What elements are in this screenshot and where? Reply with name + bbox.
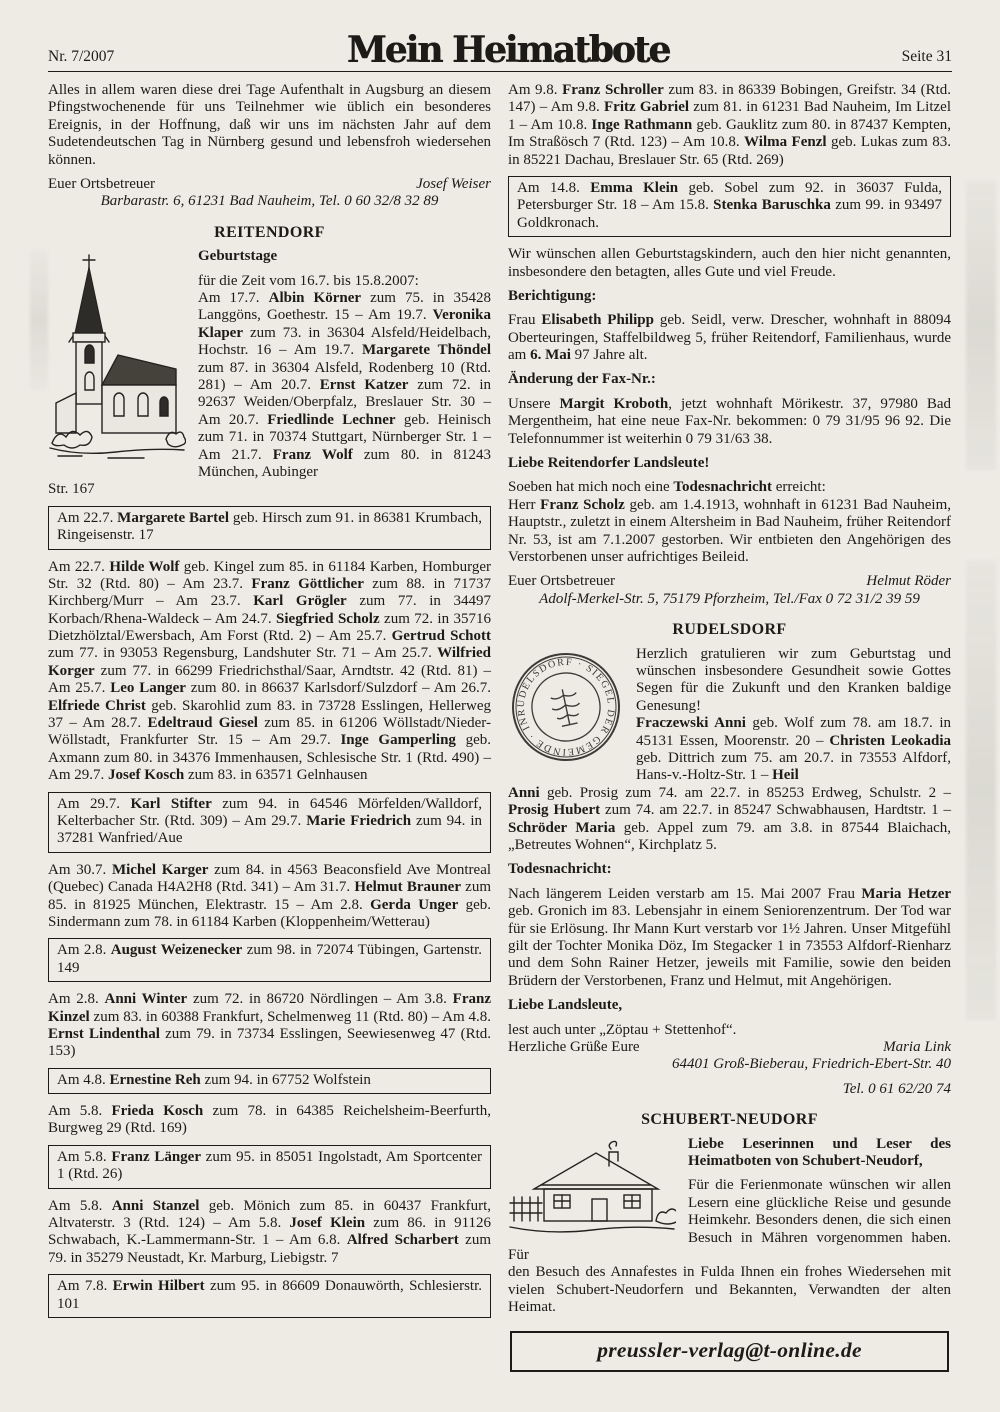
highlight-box [48, 938, 491, 982]
birthday-paragraph: Am 30.7. Michel Karger zum 84. in 4563 Beaconsfield Ave Montreal (Quebec) Canada H4A2H8 (Rtd. 341) – Am 31.7. Helmut Brauner zum 85. in 81925 München, Elektrastr. 15 – Am 2.8. Gerda Unger geb. Sindermann zum 78. in 61184 Karben (Kloppenheim/Wetterau) [48, 861, 492, 930]
boxed-birthday: Am 22.7. Margarete Bartel geb. Hirsch zum 91. in 86381 Krumbach, Ringeisenstr. 17 [57, 509, 483, 544]
birthday-paragraph-continuation: Str. 167 [48, 481, 95, 498]
seal-ring-text: RUDELSDORF · SIEGEL DER GEMEINDE · IN [515, 656, 617, 757]
birthdays-range: für die Zeit vom 16.7. bis 15.8.2007: [198, 272, 419, 289]
signature-label: Euer Ortsbetreuer [508, 573, 616, 590]
signature-row [48, 176, 491, 193]
issue-number: Nr. 7/2007 [48, 48, 115, 65]
correction-paragraph: Frau Elisabeth Philipp geb. Seidl, verw. Drescher, wohnhaft in 88094 Oberteuringen, Staffelbildweg 5, früher Reitendorf, Familienhaus, wurde am 6. Mai 97 Jahre alt. [508, 312, 952, 364]
schubert-continuation-paragraph: den Besuch des Annafestes in Fulda Ihnen ein frohes Wiedersehen mit vielen Schubert-Neudorfern und Bekannten, Verwandten der alten Heimat. [508, 1264, 951, 1316]
signature-name: Helmut Röder [866, 573, 951, 590]
village-seal-illustration [508, 649, 624, 765]
reitendorf-birthdays-block [48, 248, 491, 481]
schubert-intro-paragraph: Für die Ferienmonate wünschen wir allen Lesern eine glückliche Reise und gesunde Heimkehr. Besonders denen, die sich einen Besuch in Mähren vorgenommen haben. Für [508, 1177, 951, 1263]
wishes-paragraph: Wir wünschen allen Geburtstagskindern, auch den hier nicht genannten, insbesondere den betagten, alles Gute und viel Freude. [508, 246, 951, 280]
signature-address: Barbarastr. 6, 61231 Bad Nauheim, Tel. 0 60 32/8 32 89 [100, 193, 439, 210]
page-number: Seite 31 [901, 48, 952, 65]
section-title-reitendorf: REITENDORF [214, 223, 325, 241]
signature-label: Euer Ortsbetreuer [48, 175, 156, 192]
rudelsdorf-intro: Herzlich gratulieren wir zum Geburtstag und wünschen insbesondere Gesundheit sowie Gottes Segen für die Zukunft und den Kranken baldige Genesung! [636, 645, 951, 714]
death-notice-heading: Todesnachricht: [508, 861, 612, 878]
publisher-email: preussler-verlag@t-online.de [597, 1337, 862, 1362]
birthday-paragraph: Am 17.7. Albin Körner zum 75. in 35428 Langgöns, Goethestr. 15 – Am 19.7. Veronika Klaper zum 73. in 36304 Alsfeld/Heidelbach, Hochstr. 16 – Am 19.7. Margarete Thöndel zum 87. in 36304 Alsfeld, Rodenberg 10 (Rtd. 281) – Am 20.7. Ernst Katzer zum 72. in 92637 Weiden/Oberpfalz, Breslauer Str. 30 – Am 20.7. Friedlinde Lechner geb. Heinisch zum 71. in 70374 Stuttgart, Nürnberger Str. 1 – Am 21.7. Franz Wolf zum 80. in 81243 München, Aubinger [198, 290, 492, 480]
signature-name: Josef Weiser [416, 175, 491, 192]
rudelsdorf-block [508, 646, 951, 785]
boxed-birthday: Am 14.8. Emma Klein geb. Sobel zum 92. in 36037 Fulda, Petersburger Str. 18 – Am 15.8. Stenka Baruschka zum 99. in 93497 Goldkronach. [517, 179, 942, 231]
birthday-paragraph: Fraczewski Anni geb. Wolf zum 78. am 18.7. in 45131 Essen, Moorenstr. 20 – Christen Leokadia geb. Dittrich zum 75. am 20.7. in 73553 Alfdorf, Hans-v.-Holtz-Str. 1 – Heil [636, 715, 951, 784]
scan-artifact [966, 180, 996, 470]
death-notice-paragraph: Nach längerem Leiden verstarb am 15. Mai 2007 Frau Maria Hetzer geb. Gronich im 83. Lebensjahr in einem Seniorenzentrum. Der Tod war für sie Erlösung. Ihr Mann Kurt verstarb vor 1½ Jahren. Unser Mitgefühl gilt der Tochter Monika Döz, Im Stegacker 1 in 73553 Alfdorf-Rienharz und dem Sohn Rainer Hetzer, jeweils mit Familie, sowie den beiden Brüdern der Verstorbenen, Franz und Helmut, mit Angehörigen. [508, 885, 952, 989]
house-illustration [508, 1139, 676, 1239]
correction-heading: Berichtigung: [508, 287, 597, 304]
signature-address: Adolf-Merkel-Str. 5, 75179 Pforzheim, Tel./Fax 0 72 31/2 39 59 [539, 590, 920, 607]
boxed-birthday: Am 2.8. August Weizenecker zum 98. in 72074 Tübingen, Gartenstr. 149 [57, 942, 482, 976]
signature-address: 64401 Groß-Bieberau, Friedrich-Ebert-Str. 40 [672, 1056, 951, 1073]
highlight-box [48, 1145, 491, 1189]
two-column-layout [48, 82, 952, 1372]
scan-artifact [966, 560, 996, 1020]
greeting-heading: Liebe Landsleute, [508, 997, 623, 1014]
birthday-paragraph-continuation: Anni geb. Prosig zum 74. am 22.7. in 85253 Erdweg, Schulstr. 2 – Prosig Hubert zum 74. am 22.7. in 85247 Schwabhausen, Hardtstr. 1 – Schröder Maria geb. Appel zum 79. am 3.8. in 87544 Blaichach, „Betreutes Wohnen“, Kirchplatz 5. [508, 784, 952, 853]
left-column [48, 82, 491, 1372]
highlight-box [48, 1274, 491, 1318]
birthdays-heading: Geburtstage [198, 248, 278, 265]
scan-artifact [30, 250, 48, 390]
right-column [508, 82, 951, 1372]
birthday-paragraph: Am 22.7. Hilde Wolf geb. Kingel zum 85. in 61184 Karben, Homburger Str. 32 (Rtd. 80) – Am 23.7. Franz Göttlicher zum 88. in 71737 Kirchberg/Murr – Am 23.7. Karl Grögler zum 77. in 34497 Korbach/Rhena-Waldeck – Am 24.7. Siegfried Scholz zum 72. in 35716 Dietzhölztal/Ewersbach, Am Forst (Rtd. 2) – Am 25.7. Gertrud Schott zum 77. in 93053 Regensburg, Landshuter Str. 71 – Am 25.7. Wilfried Korger zum 77. in 66299 Friedrichsthal/Saar, Arndtstr. 42 (Rtd. 81) – Am 25.7. Leo Langer zum 80. in 86637 Karlsdorf/Sulzdorf – Am 26.7. Elfriede Christ geb. Skarohlid zum 83. in 73728 Esslingen, Hellerweg 37 – Am 28.7. Edeltraud Giesel zum 85. in 61206 Wöllstadt/Nieder-Wöllstadt, Frankfurter Str. 15 – Am 29.7. Inge Gamperling geb. Axmann zum 80. in 34376 Immenhausen, Schlesische Str. 1 (Rtd. 490) – Am 29.7. Josef Kosch zum 83. in 63571 Gelnhausen [48, 558, 492, 784]
church-illustration [48, 251, 186, 463]
boxed-birthday: Am 5.8. Franz Länger zum 95. in 85051 Ingolstadt, Am Sportcenter 1 (Rtd. 26) [57, 1148, 482, 1183]
signature-label: Herzliche Grüße Eure [508, 1038, 640, 1055]
section-title-rudelsdorf: RUDELSDORF [672, 621, 787, 639]
greeting-line: lest auch unter „Zöptau + Stettenhof“. [508, 1021, 737, 1038]
signature-row [508, 1039, 951, 1056]
schubert-intro-heading: Liebe Leserinnen und Leser des Heimatboten von Schubert-Neudorf, [688, 1135, 951, 1170]
signature-row [508, 573, 951, 590]
birthday-paragraph: Am 2.8. Anni Winter zum 72. in 86720 Nördlingen – Am 3.8. Franz Kinzel zum 83. in 60388 Frankfurt, Schelmenweg 11 (Rtd. 80) – Am 4.8. Ernst Lindenthal zum 79. in 73734 Esslingen, Seewiesenweg 47 (Rtd. 153) [48, 991, 492, 1060]
birthday-paragraph: Am 5.8. Frieda Kosch zum 78. in 64385 Reichelsheim-Beerfurth, Burgweg 29 (Rtd. 169) [48, 1103, 492, 1137]
page-header [48, 22, 952, 72]
fax-change-heading: Änderung der Fax-Nr.: [508, 371, 656, 388]
highlight-box [48, 506, 491, 550]
highlight-box [48, 792, 491, 853]
signature-name: Maria Link [883, 1038, 951, 1055]
intro-paragraph: Alles in allem waren diese drei Tage Aufenthalt in Augsburg an diesem Pfingstwochenende für uns Teilnehmer wie üblich ein besonderes Ereignis, in der Hoffnung, daß wir uns im nächsten Jahr auf dem Sudetendeutschen Tag in Nürnberg gesund und lebensfroh wiedersehen können. [48, 82, 491, 168]
masthead-logo: Mein Heimatbote [346, 29, 670, 71]
signature-phone: Tel. 0 61 62/20 74 [842, 1080, 951, 1097]
highlight-box [48, 1068, 491, 1094]
boxed-birthday: Am 29.7. Karl Stifter zum 94. in 64546 Mörfelden/Walldorf, Kelterbacher Str. (Rtd. 309) – Am 29.7. Marie Friedrich zum 94. in 37281 Wanfried/Aue [57, 795, 482, 847]
birthday-paragraph: Am 5.8. Anni Stanzel geb. Mönich zum 85. in 60437 Frankfurt, Altvaterstr. 3 (Rtd. 124) – Am 5.8. Josef Klein zum 86. in 91126 Schwabach, K.-Lammermann-Str. 1 – Am 6.8. Alfred Scharbert zum 79. in 35279 Neustadt, Kr. Marburg, Liebigstr. 7 [48, 1197, 492, 1266]
boxed-birthday: Am 7.8. Erwin Hilbert zum 95. in 86609 Donauwörth, Schlesierstr. 101 [57, 1278, 482, 1312]
section-title-schubert-neudorf: SCHUBERT-NEUDORF [641, 1111, 818, 1129]
landsleute-intro: Soeben hat mich noch eine Todesnachricht erreicht: [508, 479, 826, 496]
obituary-paragraph: Herr Franz Scholz geb. am 1.4.1913, wohnhaft in 61231 Bad Nauheim, Hauptstr., zuletzt in einem Altersheim in Bad Nauheim, früher Reitendorf Nr. 53, ist am 7.1.2007 gestorben. Wir entbieten den Angehörigen des Verstorbenen unser aufrichtiges Beileid. [508, 496, 951, 565]
highlight-box [508, 176, 951, 237]
birthday-paragraph: Am 9.8. Franz Schroller zum 83. in 86339 Bobingen, Greifstr. 34 (Rtd. 147) – Am 9.8. Fritz Gabriel zum 81. in 61231 Bad Nauheim, Im Litzel 1 – Am 10.8. Inge Rathmann geb. Gauklitz zum 80. in 87437 Kempten, Im Straßösch 7 (Rtd. 123) – Am 10.8. Wilma Fenzl geb. Lukas zum 83. in 85221 Dachau, Breslauer Str. 65 (Rtd. 269) [508, 82, 952, 168]
fax-change-paragraph: Unsere Margit Kroboth, jetzt wohnhaft Mörikestr. 37, 97980 Bad Mergentheim, hat eine neue Fax-Nr. bekommen: 0 79 31/95 96 92. Die Telefonnummer ist weiterhin 0 79 31/63 38. [508, 395, 952, 447]
publisher-email-box [510, 1331, 949, 1373]
landsleute-heading: Liebe Reitendorfer Landsleute! [508, 455, 710, 472]
boxed-birthday: Am 4.8. Ernestine Reh zum 94. in 67752 Wolfstein [57, 1071, 371, 1088]
schubert-neudorf-block [508, 1136, 951, 1265]
